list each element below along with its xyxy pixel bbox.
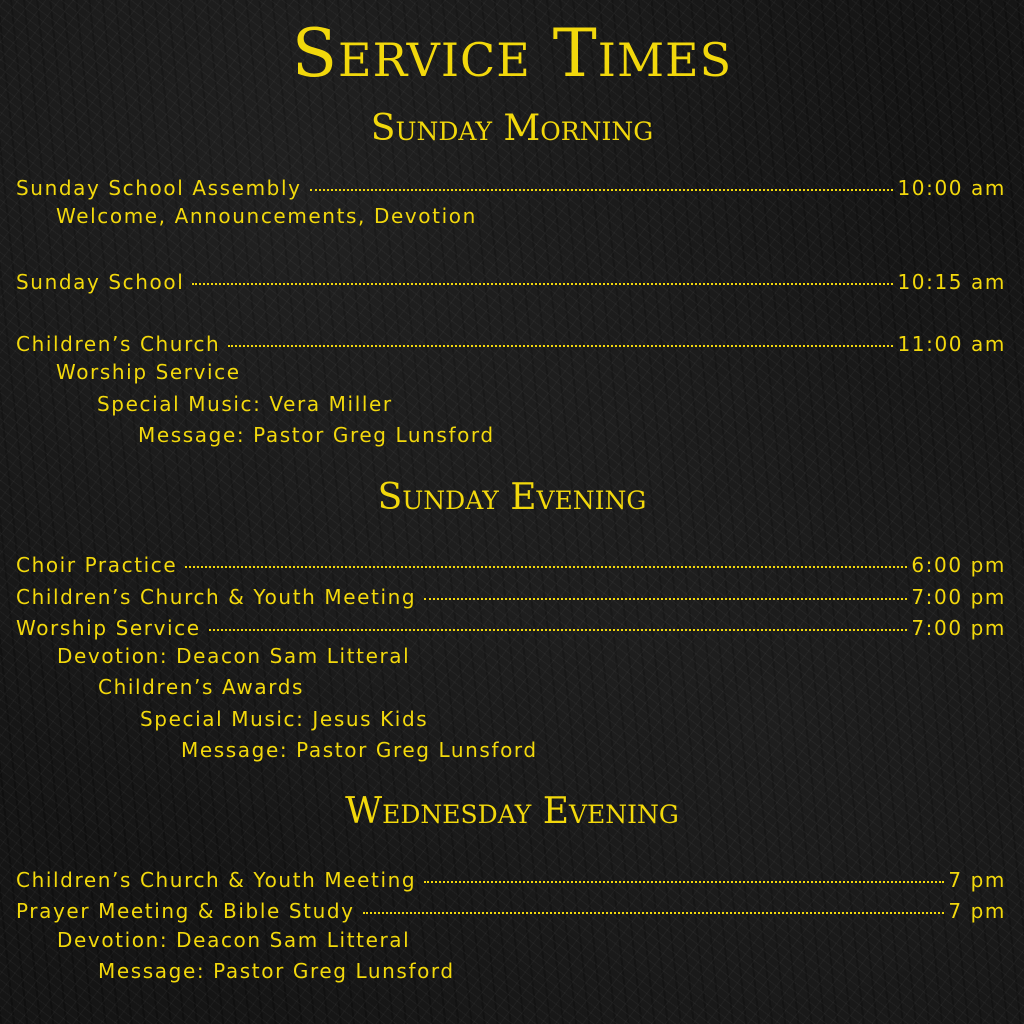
dot-leader xyxy=(192,261,893,285)
detail-line: Worship Service xyxy=(56,360,241,384)
service-name: Prayer Meeting & Bible Study xyxy=(16,899,355,923)
service-name: Worship Service xyxy=(16,616,201,640)
dot-leader xyxy=(424,859,944,883)
page-title: Service Times xyxy=(291,15,733,92)
dot-leader xyxy=(310,167,894,191)
detail-line: Message: Pastor Greg Lunsford xyxy=(138,423,495,447)
service-name: Children’s Church xyxy=(16,332,221,356)
detail-line: Message: Pastor Greg Lunsford xyxy=(181,738,538,762)
dot-leader xyxy=(228,323,893,347)
service-time: 7 pm xyxy=(948,868,1006,892)
dot-leader xyxy=(424,576,907,600)
detail-line: Message: Pastor Greg Lunsford xyxy=(98,959,455,983)
detail-line: Devotion: Deacon Sam Litteral xyxy=(57,928,411,952)
detail-line: Special Music: Vera Miller xyxy=(97,392,393,416)
service-time: 7:00 pm xyxy=(911,585,1006,609)
service-time: 7 pm xyxy=(948,899,1006,923)
service-time: 11:00 am xyxy=(897,332,1006,356)
dot-leader xyxy=(363,890,945,914)
detail-line: Welcome, Announcements, Devotion xyxy=(56,204,477,228)
service-name: Choir Practice xyxy=(16,553,178,577)
detail-line: Children’s Awards xyxy=(98,675,305,699)
service-time: 7:00 pm xyxy=(911,616,1006,640)
service-name: Sunday School xyxy=(16,270,185,294)
service-time: 10:15 am xyxy=(897,270,1006,294)
dot-leader xyxy=(209,607,908,631)
schedule-row-worship-service xyxy=(16,611,1006,639)
dot-leader xyxy=(185,544,907,568)
service-name: Children’s Church & Youth Meeting xyxy=(16,868,417,892)
detail-line: Devotion: Deacon Sam Litteral xyxy=(57,644,411,668)
sunday-evening-heading: Sunday Evening xyxy=(377,477,647,518)
sunday-morning-heading: Sunday Morning xyxy=(370,108,654,149)
schedule-row-childrens-church-youth xyxy=(16,580,1006,608)
service-name: Children’s Church & Youth Meeting xyxy=(16,585,417,609)
service-time: 10:00 am xyxy=(897,176,1006,200)
schedule-row-childrens-church xyxy=(16,327,1006,355)
schedule-row-wednesday-childrens-church-youth xyxy=(16,863,1006,891)
schedule-row-prayer-meeting xyxy=(16,894,1006,922)
detail-line: Special Music: Jesus Kids xyxy=(140,707,429,731)
service-name: Sunday School Assembly xyxy=(16,176,302,200)
schedule-row-choir-practice xyxy=(16,548,1006,576)
service-time: 6:00 pm xyxy=(911,553,1006,577)
wednesday-evening-heading: Wednesday Evening xyxy=(345,791,679,832)
schedule-row-sunday-school-assembly xyxy=(16,171,1006,199)
schedule-row-sunday-school xyxy=(16,265,1006,293)
